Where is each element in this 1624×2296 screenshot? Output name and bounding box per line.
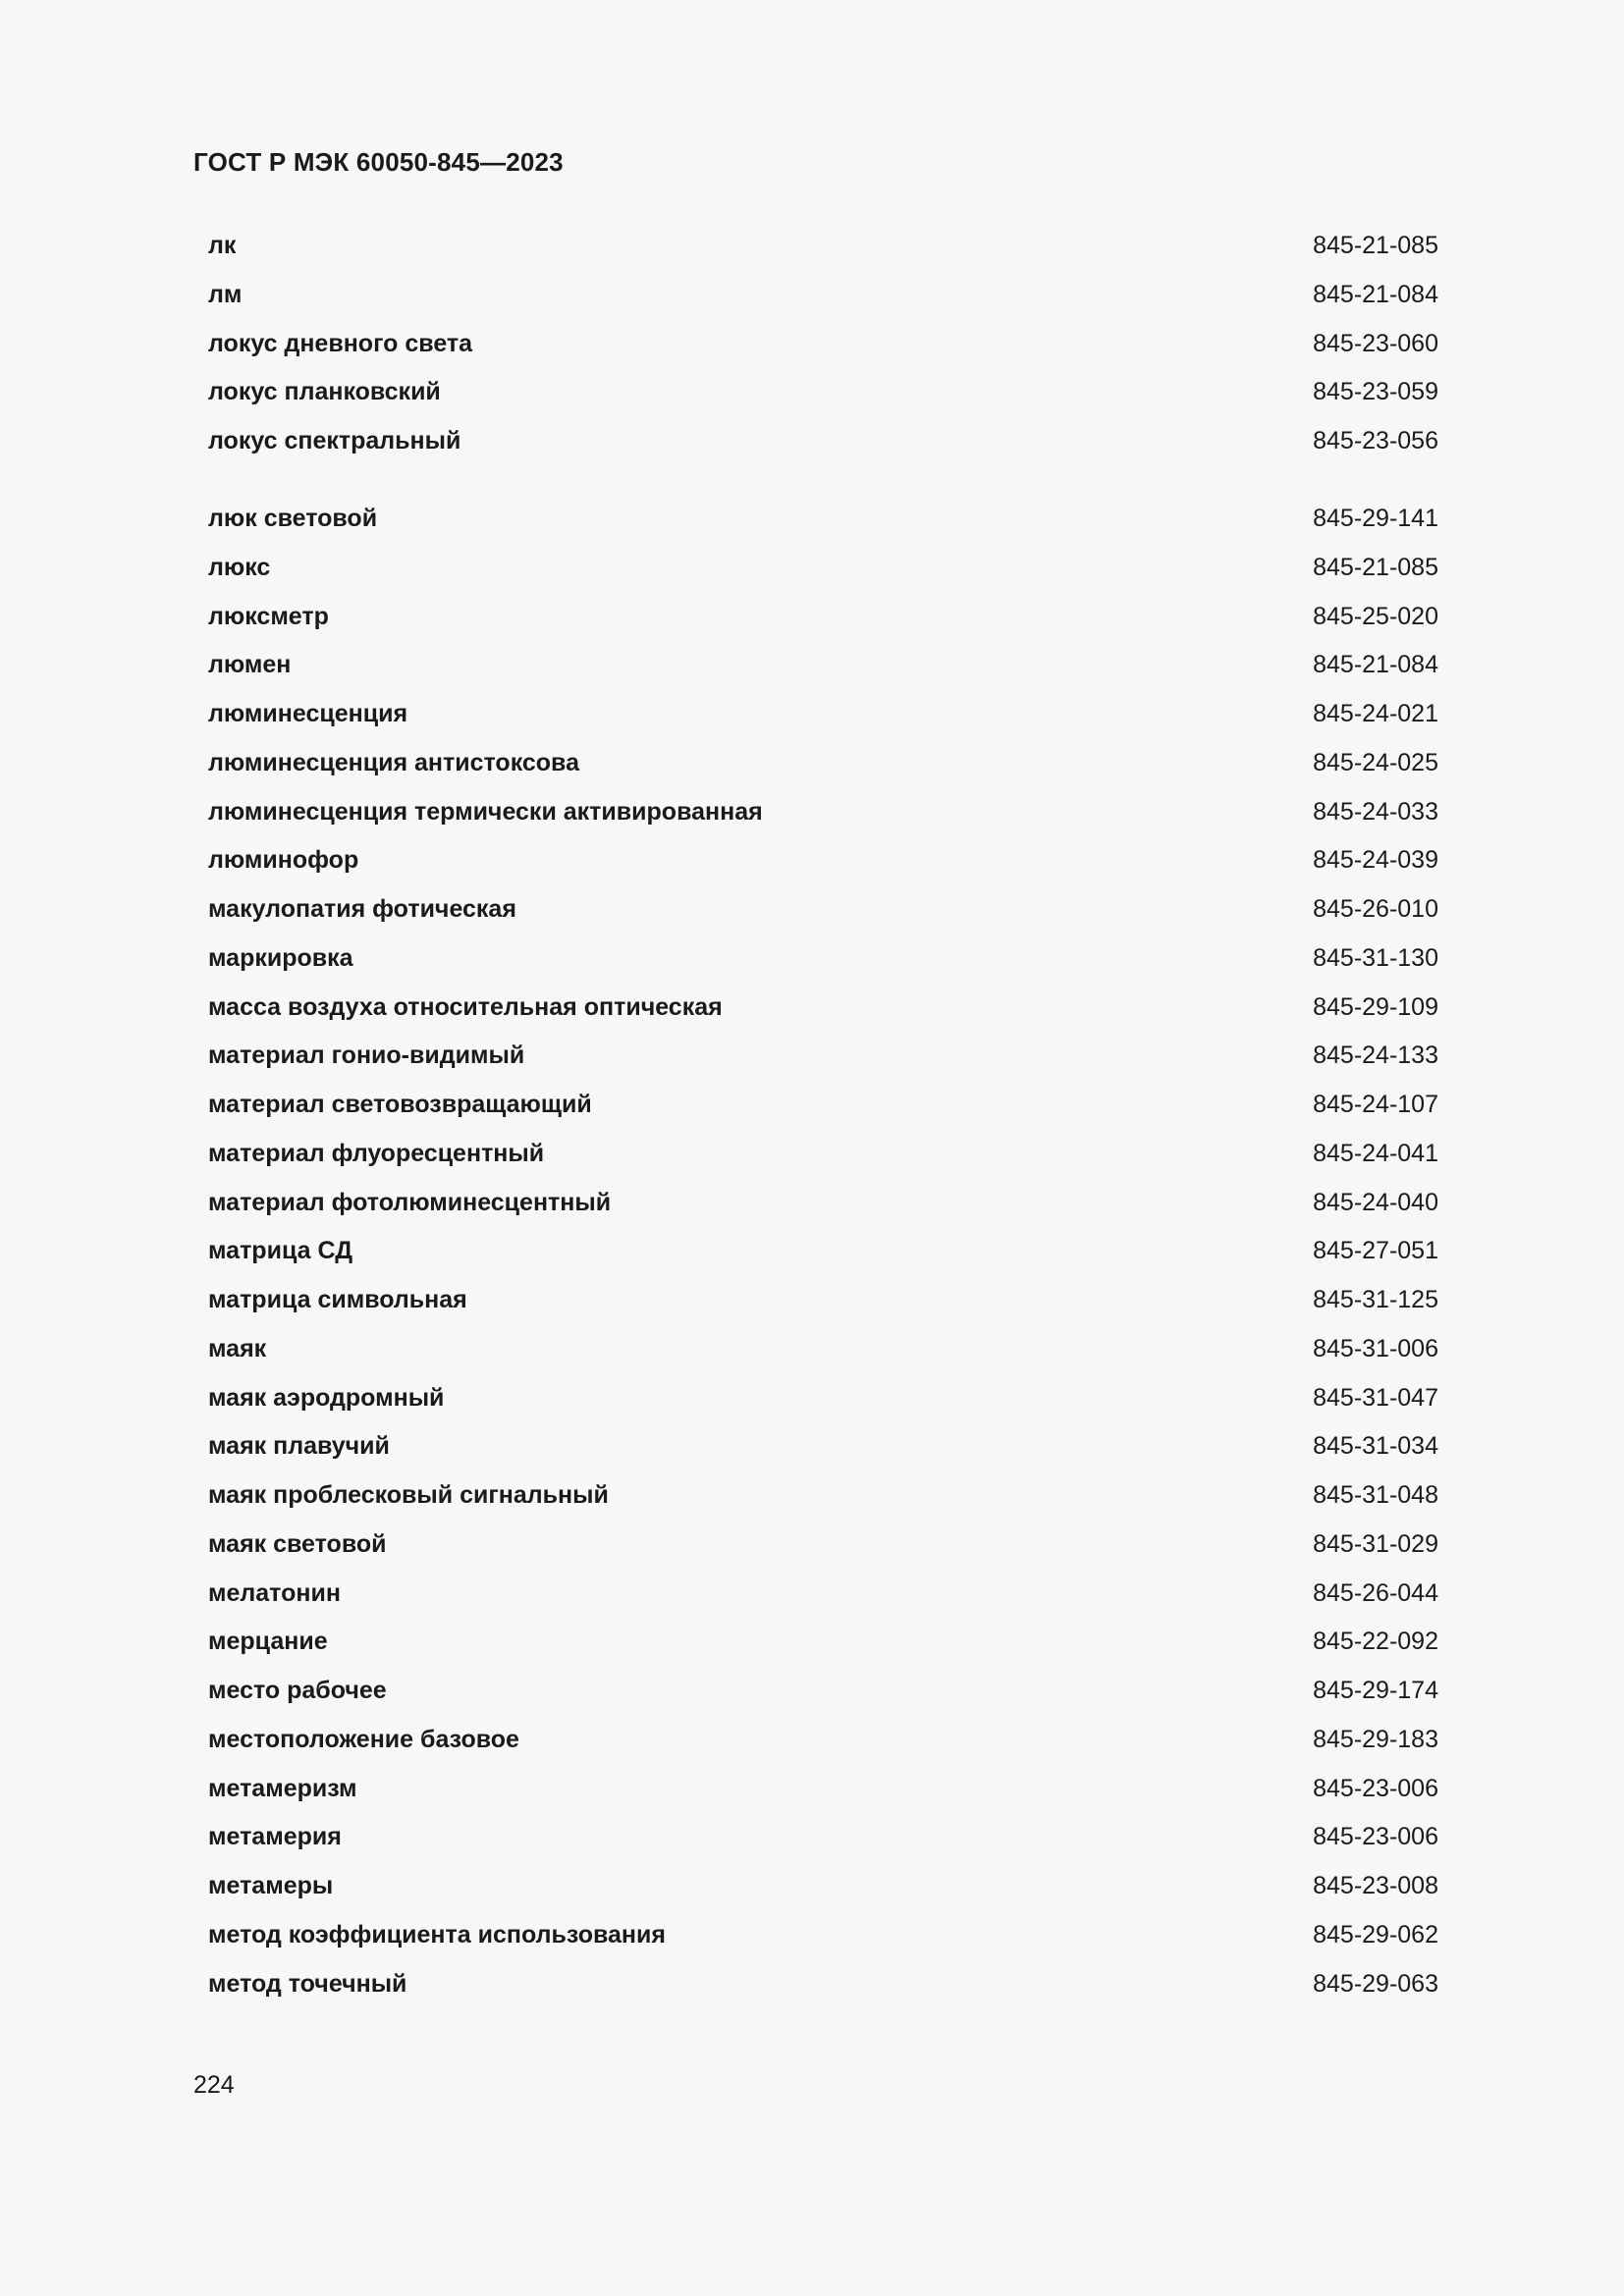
index-code: 845-24-040 (1313, 1188, 1438, 1216)
index-code: 845-24-041 (1313, 1139, 1438, 1167)
index-entry (208, 651, 1438, 700)
index-code: 845-29-063 (1313, 1969, 1438, 1998)
index-entry (208, 281, 1438, 330)
index-code: 845-21-084 (1313, 651, 1438, 679)
index-code: 845-31-029 (1313, 1529, 1438, 1558)
index-term: маркировка (208, 943, 353, 972)
index-entry (208, 1335, 1438, 1384)
index-term: люминофор (208, 846, 359, 875)
index-entry (208, 1921, 1438, 1970)
index-entry (208, 798, 1438, 847)
index-term: люкс (208, 553, 271, 581)
index-entry (208, 1970, 1438, 2019)
index-code: 845-24-033 (1313, 797, 1438, 826)
index-entry (208, 1530, 1438, 1579)
index-term: лк (208, 232, 237, 259)
index-term: локус спектральный (208, 427, 461, 454)
index-code: 845-23-056 (1313, 427, 1438, 454)
index-term: люминесценция термически активированная (208, 797, 763, 826)
index-term: маяк плавучий (208, 1432, 390, 1461)
index-code: 845-31-125 (1313, 1286, 1438, 1313)
index-term: материал гонио-видимый (208, 1041, 525, 1070)
index-code: 845-26-044 (1313, 1578, 1438, 1607)
index-entry (208, 1579, 1438, 1629)
index-term: маяк (208, 1334, 267, 1362)
index-entry (208, 1091, 1438, 1140)
index-term: маяк световой (208, 1529, 387, 1558)
index-term: метод точечный (208, 1969, 407, 1998)
index-code: 845-31-047 (1313, 1383, 1438, 1412)
index-entry (208, 1432, 1438, 1481)
index-term: макулопатия фотическая (208, 895, 516, 923)
index-term: локус планковский (208, 378, 441, 406)
index-entry (208, 378, 1438, 427)
index-code: 845-23-060 (1313, 329, 1438, 357)
index-code: 845-24-021 (1313, 700, 1438, 727)
index-entry (208, 427, 1438, 476)
index-term: масса воздуха относительная оптическая (208, 992, 723, 1021)
index-code: 845-22-092 (1313, 1628, 1438, 1656)
index-term: метамеризм (208, 1774, 357, 1802)
index-term: люминесценция (208, 700, 408, 727)
index-code: 845-21-085 (1313, 232, 1438, 259)
index-code: 845-29-183 (1313, 1725, 1438, 1753)
index-term: люминесценция антистоксова (208, 748, 579, 776)
index-term: маяк аэродромный (208, 1383, 445, 1412)
index-code: 845-21-084 (1313, 280, 1438, 308)
index-code: 845-27-051 (1313, 1237, 1438, 1265)
index-entry (208, 1872, 1438, 1921)
index-entry (208, 330, 1438, 379)
index-term: метамеры (208, 1872, 334, 1899)
index-entry (208, 1823, 1438, 1872)
index-term: материал фотолюминесцентный (208, 1188, 612, 1216)
index-term: люксметр (208, 602, 329, 630)
index-code: 845-29-174 (1313, 1677, 1438, 1704)
index-code: 845-21-085 (1313, 553, 1438, 581)
index-entry (208, 1041, 1438, 1091)
index-entry (208, 1481, 1438, 1530)
index-entry (208, 944, 1438, 993)
index-term: материал световозвращающий (208, 1091, 592, 1118)
index-term: матрица символьная (208, 1286, 467, 1313)
index-entry (208, 1677, 1438, 1726)
index-term: маяк проблесковый сигнальный (208, 1481, 609, 1509)
document-header: ГОСТ Р МЭК 60050-845—2023 (193, 147, 564, 177)
index-term: люк световой (208, 505, 378, 532)
index-code: 845-23-006 (1313, 1774, 1438, 1802)
index-code: 845-31-006 (1313, 1334, 1438, 1362)
index-entry (208, 1775, 1438, 1824)
index-group-2 (208, 505, 1438, 2018)
index-term: локус дневного света (208, 329, 473, 357)
index-entry (208, 554, 1438, 603)
index-term: мерцание (208, 1628, 328, 1656)
index-entry (208, 700, 1438, 749)
index-code: 845-23-006 (1313, 1823, 1438, 1851)
index-entry (208, 1286, 1438, 1335)
index-entry (208, 1140, 1438, 1189)
index-entry (208, 1189, 1438, 1238)
index-code: 845-29-062 (1313, 1920, 1438, 1949)
index-code: 845-31-130 (1313, 943, 1438, 972)
index-entry (208, 1237, 1438, 1286)
index-code: 845-31-048 (1313, 1481, 1438, 1509)
index-code: 845-29-141 (1313, 505, 1438, 532)
index-entry (208, 1384, 1438, 1433)
index-term: люмен (208, 651, 292, 679)
index-term: место рабочее (208, 1677, 387, 1704)
index-entry (208, 1726, 1438, 1775)
index-group-1 (208, 232, 1438, 476)
index-code: 845-29-109 (1313, 992, 1438, 1021)
index-code: 845-23-059 (1313, 378, 1438, 406)
index-entry (208, 603, 1438, 652)
index-term: метамерия (208, 1823, 342, 1851)
index-term: матрица СД (208, 1237, 353, 1265)
index-entry (208, 1628, 1438, 1677)
index-code: 845-23-008 (1313, 1872, 1438, 1899)
index-term: лм (208, 280, 243, 308)
index-code: 845-25-020 (1313, 602, 1438, 630)
index-term: метод коэффициента использования (208, 1920, 666, 1949)
index-code: 845-24-107 (1313, 1091, 1438, 1118)
index-entry (208, 895, 1438, 944)
index-entry (208, 846, 1438, 895)
index-entry (208, 749, 1438, 798)
index-term: материал флуоресцентный (208, 1139, 545, 1167)
page-number: 224 (193, 2071, 235, 2099)
index-term: мелатонин (208, 1578, 341, 1607)
index-code: 845-24-133 (1313, 1041, 1438, 1070)
index-entry (208, 993, 1438, 1042)
index-code: 845-26-010 (1313, 895, 1438, 923)
index-code: 845-31-034 (1313, 1432, 1438, 1461)
index-term: местоположение базовое (208, 1725, 519, 1753)
index-code: 845-24-025 (1313, 748, 1438, 776)
index-entry (208, 505, 1438, 554)
index-code: 845-24-039 (1313, 846, 1438, 875)
index-entry (208, 232, 1438, 281)
